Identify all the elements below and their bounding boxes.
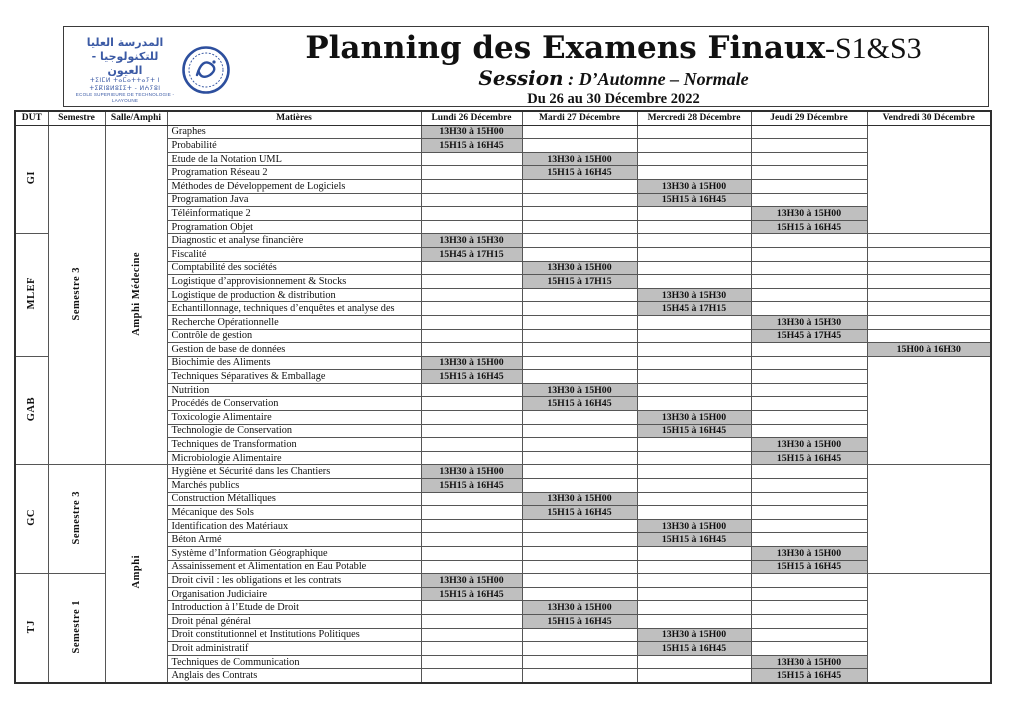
day-cell — [637, 139, 751, 153]
day-cell — [421, 438, 522, 452]
column-header: Salle/Amphi — [105, 111, 167, 125]
day-cell — [522, 315, 637, 329]
salle-amphi-cell — [105, 465, 167, 683]
day-cell — [637, 234, 751, 248]
day-cell — [522, 247, 637, 261]
time-cell: 15H15 à 16H45 — [522, 397, 637, 411]
subject-cell: Contrôle de gestion — [167, 329, 421, 343]
day-cell — [522, 329, 637, 343]
day-cell — [637, 370, 751, 384]
time-cell: 13H30 à 15H00 — [522, 492, 637, 506]
day-cell — [751, 397, 867, 411]
day-cell — [522, 370, 637, 384]
day-cell — [751, 614, 867, 628]
day-cell — [637, 492, 751, 506]
time-cell: 13H30 à 15H00 — [637, 628, 751, 642]
session-value: : D’Automne – Normale — [563, 69, 749, 89]
day-cell — [751, 247, 867, 261]
day-cell — [637, 397, 751, 411]
day-cell — [751, 234, 867, 248]
day-cell — [421, 207, 522, 221]
day-cell — [751, 506, 867, 520]
dut-cell — [15, 125, 48, 234]
day-cell — [751, 166, 867, 180]
day-cell — [421, 451, 522, 465]
time-cell: 13H30 à 15H00 — [637, 411, 751, 425]
day-cell — [421, 220, 522, 234]
day-cell — [637, 465, 751, 479]
day-cell — [522, 479, 637, 493]
day-cell-merged — [867, 574, 991, 683]
subject-cell: Comptabilité des sociétés — [167, 261, 421, 275]
time-cell: 13H30 à 15H30 — [637, 288, 751, 302]
subject-cell: Techniques de Communication — [167, 655, 421, 669]
day-cell — [421, 383, 522, 397]
subject-cell: Procédés de Conservation — [167, 397, 421, 411]
time-cell: 13H30 à 15H00 — [751, 547, 867, 561]
column-header: Vendredi 30 Décembre — [867, 111, 991, 125]
day-cell — [522, 207, 637, 221]
day-cell — [867, 247, 991, 261]
day-cell — [421, 614, 522, 628]
semestre-cell — [48, 574, 105, 683]
day-cell — [421, 601, 522, 615]
day-cell — [751, 601, 867, 615]
dut-label: MLEF — [26, 277, 38, 310]
time-cell: 15H15 à 16H45 — [751, 669, 867, 683]
time-cell: 15H15 à 16H45 — [751, 560, 867, 574]
day-cell — [522, 234, 637, 248]
day-cell — [751, 465, 867, 479]
day-cell — [751, 628, 867, 642]
salle-amphi-label: Amphi — [130, 555, 142, 589]
day-cell — [637, 438, 751, 452]
day-cell — [637, 261, 751, 275]
day-cell — [637, 614, 751, 628]
day-cell — [421, 166, 522, 180]
day-cell — [522, 465, 637, 479]
column-header: Jeudi 29 Décembre — [751, 111, 867, 125]
day-cell — [522, 560, 637, 574]
column-header: Mercredi 28 Décembre — [637, 111, 751, 125]
dut-label: TJ — [26, 619, 38, 634]
day-cell — [522, 451, 637, 465]
day-cell — [421, 179, 522, 193]
day-cell — [637, 166, 751, 180]
subject-cell: Construction Métalliques — [167, 492, 421, 506]
column-header: Mardi 27 Décembre — [522, 111, 637, 125]
day-cell — [421, 152, 522, 166]
day-cell — [637, 574, 751, 588]
subject-cell: Techniques de Transformation — [167, 438, 421, 452]
day-cell — [637, 669, 751, 683]
subject-cell: Hygiène et Sécurité dans les Chantiers — [167, 465, 421, 479]
day-cell — [637, 601, 751, 615]
time-cell: 15H15 à 16H45 — [421, 139, 522, 153]
time-cell: 15H45 à 17H15 — [421, 247, 522, 261]
day-cell — [522, 125, 637, 139]
day-cell — [751, 587, 867, 601]
time-cell: 15H15 à 16H45 — [421, 370, 522, 384]
day-cell — [421, 519, 522, 533]
time-cell: 15H15 à 16H45 — [421, 587, 522, 601]
subject-cell: Système d’Information Géographique — [167, 547, 421, 561]
day-cell — [637, 315, 751, 329]
time-cell: 13H30 à 15H00 — [522, 152, 637, 166]
time-cell: 15H15 à 16H45 — [751, 451, 867, 465]
day-cell — [421, 343, 522, 357]
subject-cell: Graphes — [167, 125, 421, 139]
column-header: Semestre — [48, 111, 105, 125]
time-cell: 13H30 à 15H30 — [751, 315, 867, 329]
day-cell — [522, 628, 637, 642]
day-cell — [421, 302, 522, 316]
day-cell — [421, 655, 522, 669]
time-cell: 15H45 à 17H45 — [751, 329, 867, 343]
day-cell — [751, 533, 867, 547]
day-cell — [751, 288, 867, 302]
day-cell — [751, 343, 867, 357]
subject-cell: Droit pénal général — [167, 614, 421, 628]
day-cell — [751, 261, 867, 275]
subject-cell: Béton Armé — [167, 533, 421, 547]
day-cell — [751, 179, 867, 193]
exam-schedule-table — [14, 110, 992, 684]
day-cell — [421, 193, 522, 207]
table-row — [15, 125, 991, 139]
time-cell: 15H15 à 16H45 — [522, 614, 637, 628]
day-cell — [751, 152, 867, 166]
dut-cell — [15, 234, 48, 356]
subject-cell: Programation Objet — [167, 220, 421, 234]
day-cell — [637, 560, 751, 574]
time-cell: 13H30 à 15H00 — [522, 601, 637, 615]
time-cell: 13H30 à 15H00 — [637, 519, 751, 533]
time-cell: 15H45 à 17H15 — [637, 302, 751, 316]
day-cell — [421, 492, 522, 506]
school-logo — [74, 36, 231, 104]
day-cell-merged — [867, 465, 991, 574]
day-cell — [637, 207, 751, 221]
time-cell: 15H15 à 16H45 — [751, 220, 867, 234]
time-cell: 13H30 à 15H00 — [421, 125, 522, 139]
time-cell: 13H30 à 15H00 — [751, 655, 867, 669]
day-cell — [637, 152, 751, 166]
session-line — [239, 67, 988, 91]
day-cell — [522, 424, 637, 438]
school-seal-icon — [181, 45, 231, 95]
subject-cell: Téléinformatique 2 — [167, 207, 421, 221]
dut-label: GAB — [26, 396, 38, 422]
day-cell — [421, 533, 522, 547]
day-cell — [421, 411, 522, 425]
salle-amphi-cell — [105, 125, 167, 465]
day-cell — [522, 574, 637, 588]
day-cell — [522, 288, 637, 302]
day-cell — [751, 275, 867, 289]
day-cell — [522, 669, 637, 683]
time-cell: 15H15 à 16H45 — [637, 193, 751, 207]
subject-cell: Recherche Opérationnelle — [167, 315, 421, 329]
semestre-label: Semestre 1 — [71, 599, 82, 654]
day-cell — [751, 642, 867, 656]
day-cell — [637, 125, 751, 139]
time-cell: 13H30 à 15H00 — [421, 356, 522, 370]
day-cell — [421, 628, 522, 642]
subject-cell: Introduction à l’Etude de Droit — [167, 601, 421, 615]
day-cell — [867, 302, 991, 316]
day-cell — [637, 587, 751, 601]
subject-cell: Gestion de base de données — [167, 343, 421, 357]
day-cell — [522, 193, 637, 207]
subject-cell: Organisation Judiciaire — [167, 587, 421, 601]
dut-cell — [15, 465, 48, 574]
time-cell: 15H15 à 17H15 — [522, 275, 637, 289]
day-cell — [637, 329, 751, 343]
semestre-cell — [48, 465, 105, 574]
day-cell — [751, 193, 867, 207]
day-cell — [867, 234, 991, 248]
table-header-row — [15, 111, 991, 125]
column-header: DUT — [15, 111, 48, 125]
day-cell — [522, 343, 637, 357]
day-cell — [637, 343, 751, 357]
subject-cell: Droit administratif — [167, 642, 421, 656]
subject-cell: Biochimie des Aliments — [167, 356, 421, 370]
day-cell — [421, 288, 522, 302]
day-cell — [867, 261, 991, 275]
day-cell — [637, 247, 751, 261]
subject-cell: Droit constitutionnel et Institutions Politiques — [167, 628, 421, 642]
subject-cell: Assainissement et Alimentation en Eau Potable — [167, 560, 421, 574]
dut-cell — [15, 574, 48, 683]
day-cell — [751, 479, 867, 493]
page-title — [239, 30, 988, 67]
time-cell: 13H30 à 15H00 — [751, 207, 867, 221]
semestre-cell — [48, 125, 105, 465]
time-cell: 13H30 à 15H00 — [421, 574, 522, 588]
day-cell — [522, 519, 637, 533]
time-cell: 13H30 à 15H00 — [751, 438, 867, 452]
subject-cell: Identification des Matériaux — [167, 519, 421, 533]
subject-cell: Marchés publics — [167, 479, 421, 493]
day-cell — [522, 587, 637, 601]
day-cell — [522, 655, 637, 669]
time-cell: 15H15 à 16H45 — [522, 166, 637, 180]
day-cell-merged — [867, 125, 991, 234]
school-name-block — [74, 36, 176, 104]
day-cell — [421, 275, 522, 289]
day-cell — [421, 560, 522, 574]
day-cell — [421, 329, 522, 343]
day-cell — [522, 220, 637, 234]
dut-cell — [15, 356, 48, 465]
semestre-label: Semestre 3 — [71, 266, 82, 321]
day-cell — [421, 547, 522, 561]
subject-cell: Anglais des Contrats — [167, 669, 421, 683]
subject-cell: Echantillonnage, techniques d’enquêtes et analyse des — [167, 302, 421, 316]
column-header: Lundi 26 Décembre — [421, 111, 522, 125]
day-cell — [751, 383, 867, 397]
time-cell: 13H30 à 15H30 — [421, 234, 522, 248]
day-cell — [637, 655, 751, 669]
day-cell — [421, 424, 522, 438]
subject-cell: Techniques Séparatives & Emballage — [167, 370, 421, 384]
day-cell — [751, 370, 867, 384]
document-header — [63, 26, 989, 107]
time-cell: 15H15 à 16H45 — [421, 479, 522, 493]
subject-cell: Logistique d’approvisionnement & Stocks — [167, 275, 421, 289]
day-cell — [637, 506, 751, 520]
day-cell — [751, 519, 867, 533]
day-cell — [637, 356, 751, 370]
time-cell: 15H15 à 16H45 — [637, 642, 751, 656]
subject-cell: Technologie de Conservation — [167, 424, 421, 438]
subject-cell: Programation Java — [167, 193, 421, 207]
day-cell — [421, 397, 522, 411]
day-cell — [637, 479, 751, 493]
day-cell — [421, 506, 522, 520]
subject-cell: Logistique de production & distribution — [167, 288, 421, 302]
subject-cell: Probabilité — [167, 139, 421, 153]
subject-cell: Fiscalité — [167, 247, 421, 261]
time-cell: 15H15 à 16H45 — [637, 424, 751, 438]
day-cell — [751, 424, 867, 438]
subject-cell: Droit civil : les obligations et les contrats — [167, 574, 421, 588]
day-cell — [522, 179, 637, 193]
day-cell — [522, 547, 637, 561]
time-cell: 13H30 à 15H00 — [637, 179, 751, 193]
day-cell — [751, 125, 867, 139]
day-cell — [637, 275, 751, 289]
semestre-label: Semestre 3 — [71, 491, 82, 545]
day-cell — [867, 315, 991, 329]
day-cell — [522, 139, 637, 153]
day-cell — [421, 669, 522, 683]
day-cell — [421, 261, 522, 275]
day-cell — [751, 492, 867, 506]
subject-cell: Programation Réseau 2 — [167, 166, 421, 180]
table-row — [15, 465, 991, 479]
page-title-main: Planning des Examens Finaux — [305, 30, 825, 66]
subject-cell: Toxicologie Alimentaire — [167, 411, 421, 425]
subject-cell: Diagnostic et analyse financière — [167, 234, 421, 248]
day-cell-merged — [867, 356, 991, 465]
day-cell — [522, 302, 637, 316]
school-name-tifinagh: ⵜⵉⵏⵎⵍ ⵜⴰⵎⴰⵜⵜⴰⵢⵜ ⵏ ⵜⵉⴽⵏⵓⵍⵓⵊⵉⵜ - ⵍⵄⵢⵓⵏ — [89, 77, 161, 92]
day-cell — [637, 220, 751, 234]
time-cell: 15H15 à 16H45 — [637, 533, 751, 547]
day-cell — [522, 356, 637, 370]
day-cell — [751, 356, 867, 370]
day-cell — [421, 642, 522, 656]
time-cell: 15H00 à 16H30 — [867, 343, 991, 357]
subject-cell: Microbiologie Alimentaire — [167, 451, 421, 465]
time-cell: 13H30 à 15H00 — [421, 465, 522, 479]
day-cell — [751, 302, 867, 316]
day-cell — [637, 383, 751, 397]
time-cell: 15H15 à 16H45 — [522, 506, 637, 520]
column-header: Matières — [167, 111, 421, 125]
day-cell — [867, 275, 991, 289]
day-cell — [522, 533, 637, 547]
day-cell — [751, 411, 867, 425]
dut-label: GC — [26, 509, 38, 527]
day-cell — [637, 547, 751, 561]
page-title-suffix: -S1&S3 — [824, 32, 922, 65]
day-cell — [522, 411, 637, 425]
subject-cell: Nutrition — [167, 383, 421, 397]
day-cell — [421, 315, 522, 329]
school-name-french: ECOLE SUPERIEURE DE TECHNOLOGIE - LAAYOUNE — [75, 92, 175, 103]
title-block — [239, 27, 988, 108]
day-cell — [867, 288, 991, 302]
time-cell: 13H30 à 15H00 — [522, 261, 637, 275]
subject-cell: Méthodes de Développement de Logiciels — [167, 179, 421, 193]
time-cell: 13H30 à 15H00 — [522, 383, 637, 397]
salle-amphi-label: Amphi Médecine — [130, 251, 142, 336]
day-cell — [751, 574, 867, 588]
school-name-arabic: المدرسة العليا للتكنولوجيا - العيون — [86, 36, 164, 77]
subject-cell: Mécanique des Sols — [167, 506, 421, 520]
session-label: Session — [478, 66, 564, 90]
date-range: Du 26 au 30 Décembre 2022 — [527, 91, 700, 107]
day-cell — [751, 139, 867, 153]
dut-label: GI — [26, 171, 38, 185]
day-cell — [867, 329, 991, 343]
subject-cell: Etude de la Notation UML — [167, 152, 421, 166]
day-cell — [522, 438, 637, 452]
day-cell — [522, 642, 637, 656]
day-cell — [637, 451, 751, 465]
